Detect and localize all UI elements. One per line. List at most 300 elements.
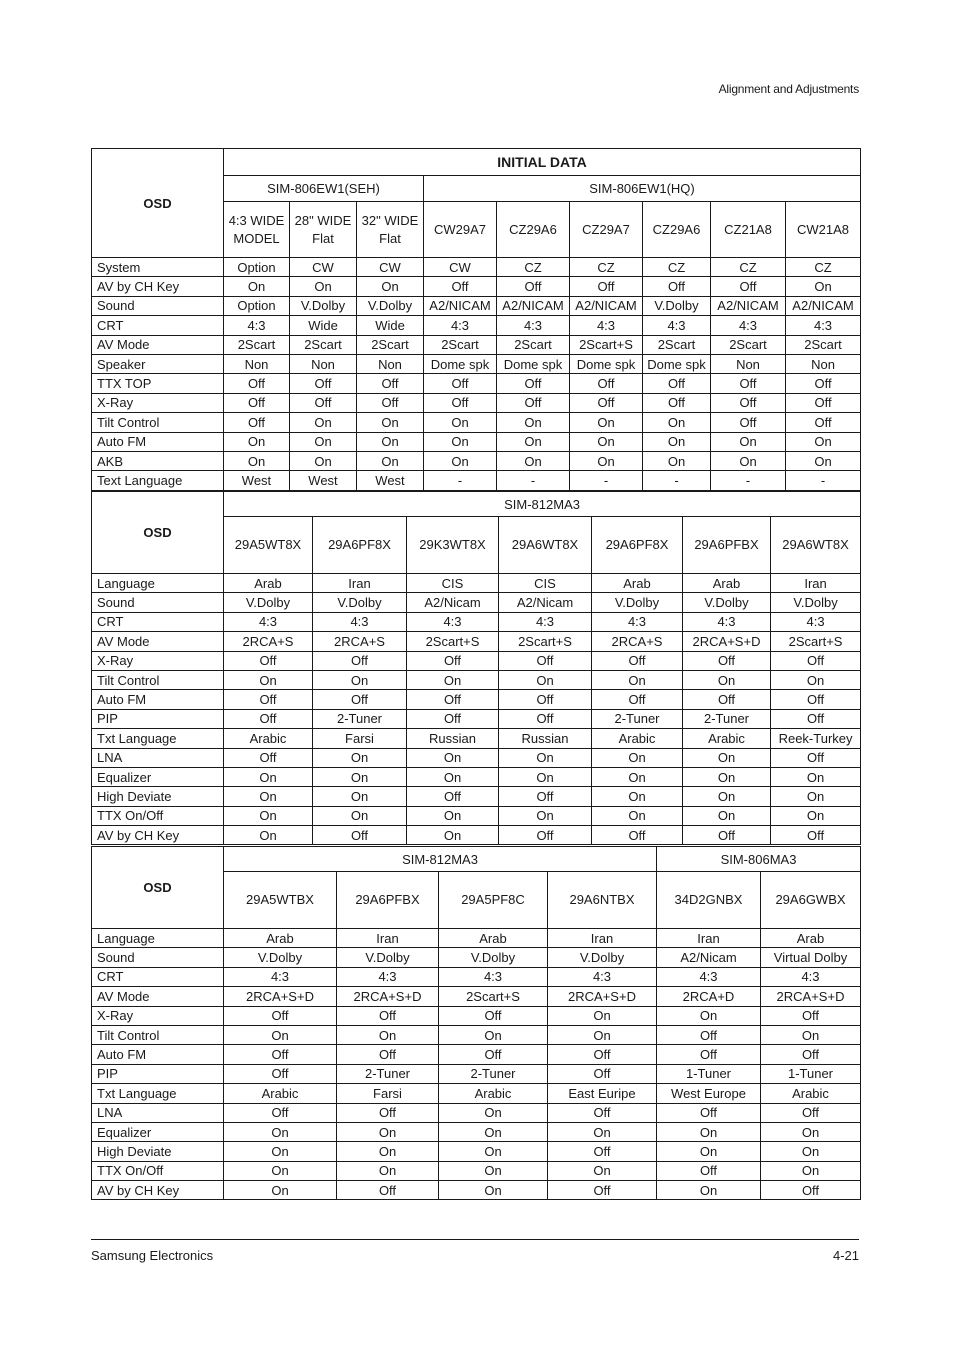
row-label: CRT: [92, 967, 224, 986]
table-cell: Dome spk: [497, 354, 570, 373]
table-cell: West: [290, 471, 357, 490]
table-cell: Off: [313, 690, 407, 709]
table-cell: Off: [424, 393, 497, 412]
initial-data-table-2: [91, 491, 861, 845]
table-cell: On: [683, 787, 771, 806]
model-header: 29A6GWBX: [761, 872, 861, 929]
table-cell: 2Scart: [643, 335, 711, 354]
chassis-group-header: SIM-812MA3: [224, 492, 861, 517]
table-cell: 2Scart: [786, 335, 861, 354]
table-cell: CW: [357, 258, 424, 277]
table-cell: Off: [711, 277, 786, 296]
table-cell: Iran: [771, 574, 861, 593]
table-cell: Non: [224, 354, 290, 373]
table-cell: Off: [711, 393, 786, 412]
table-cell: A2/NICAM: [786, 296, 861, 315]
table-cell: Arab: [439, 929, 548, 948]
table-cell: V.Dolby: [683, 593, 771, 612]
table-cell: Off: [592, 826, 683, 845]
table-cell: On: [657, 1122, 761, 1141]
table-row: [92, 451, 861, 470]
table-cell: Wide: [357, 316, 424, 335]
table-cell: On: [786, 277, 861, 296]
table-cell: Off: [337, 1006, 439, 1025]
row-label: X-Ray: [92, 1006, 224, 1025]
row-label: High Deviate: [92, 1142, 224, 1161]
table-cell: A2/NICAM: [570, 296, 643, 315]
table-cell: Off: [592, 690, 683, 709]
table-cell: Off: [771, 826, 861, 845]
table-cell: On: [761, 1122, 861, 1141]
model-header: 29A5WT8X: [224, 517, 313, 574]
table-cell: 4:3: [711, 316, 786, 335]
row-label: Auto FM: [92, 690, 224, 709]
table-cell: 2-Tuner: [683, 709, 771, 728]
table-cell: CW: [424, 258, 497, 277]
row-label: TTX On/Off: [92, 806, 224, 825]
table-cell: On: [357, 451, 424, 470]
table-cell: 2Scart: [224, 335, 290, 354]
table-cell: On: [439, 1122, 548, 1141]
table-cell: On: [337, 1142, 439, 1161]
table-cell: 2Scart: [711, 335, 786, 354]
table-cell: Iran: [657, 929, 761, 948]
table-cell: On: [439, 1025, 548, 1044]
model-header: 29A6PFBX: [337, 872, 439, 929]
table-cell: On: [424, 413, 497, 432]
table-cell: -: [711, 471, 786, 490]
table-cell: Arab: [224, 929, 337, 948]
table-cell: On: [683, 748, 771, 767]
table-row: [92, 612, 861, 631]
table-cell: Off: [711, 413, 786, 432]
table-cell: V.Dolby: [439, 948, 548, 967]
model-header: 28" WIDE Flat: [290, 202, 357, 258]
row-label: PIP: [92, 1064, 224, 1083]
row-label: AV by CH Key: [92, 1181, 224, 1200]
table-cell: 4:3: [592, 612, 683, 631]
table-cell: Iran: [337, 929, 439, 948]
model-header: 32" WIDE Flat: [357, 202, 424, 258]
table-row: [92, 929, 861, 948]
table-row: [92, 767, 861, 786]
table-cell: On: [439, 1161, 548, 1180]
initial-data-table-3: [91, 846, 861, 1200]
table-cell: 2-Tuner: [313, 709, 407, 728]
table-cell: Off: [570, 277, 643, 296]
table-cell: Off: [771, 690, 861, 709]
chassis-group-header: SIM-806EW1(HQ): [424, 176, 861, 202]
table-cell: On: [786, 432, 861, 451]
osd-header: OSD: [92, 149, 224, 258]
table-cell: -: [497, 471, 570, 490]
table-cell: On: [643, 451, 711, 470]
table-cell: A2/NICAM: [497, 296, 570, 315]
table-cell: On: [786, 451, 861, 470]
table-cell: 4:3: [224, 316, 290, 335]
table-cell: 2RCA+S: [224, 632, 313, 651]
table-cell: On: [357, 432, 424, 451]
table-cell: -: [643, 471, 711, 490]
table-row: [92, 967, 861, 986]
table-cell: Off: [570, 393, 643, 412]
model-header: 29A5WTBX: [224, 872, 337, 929]
table-cell: Iran: [313, 574, 407, 593]
table-cell: Off: [548, 1045, 657, 1064]
table-cell: Off: [337, 1181, 439, 1200]
table-cell: 4:3: [548, 967, 657, 986]
table-cell: 2RCA+S+D: [337, 987, 439, 1006]
row-label: Txt Language: [92, 729, 224, 748]
table-cell: Arab: [761, 929, 861, 948]
table-cell: Off: [711, 374, 786, 393]
table-cell: On: [337, 1161, 439, 1180]
table-cell: Off: [497, 277, 570, 296]
table-cell: Off: [771, 709, 861, 728]
table-cell: Off: [290, 374, 357, 393]
table-cell: On: [439, 1103, 548, 1122]
table-cell: Off: [548, 1142, 657, 1161]
row-label: Tilt Control: [92, 413, 224, 432]
table-row: [92, 593, 861, 612]
footer-company: Samsung Electronics: [91, 1248, 214, 1263]
table-cell: Virtual Dolby: [761, 948, 861, 967]
table-cell: 2-Tuner: [592, 709, 683, 728]
table-cell: Dome spk: [424, 354, 497, 373]
table-cell: Arabic: [224, 1084, 337, 1103]
table-cell: On: [224, 806, 313, 825]
table-cell: A2/NICAM: [424, 296, 497, 315]
initial-data-table-1: [91, 148, 861, 491]
table-cell: On: [592, 670, 683, 689]
table-cell: A2/Nicam: [407, 593, 499, 612]
table-row: [92, 354, 861, 373]
table-cell: Off: [313, 651, 407, 670]
table-cell: Wide: [290, 316, 357, 335]
model-header: 29A6PFBX: [683, 517, 771, 574]
table-cell: 2Scart+S: [407, 632, 499, 651]
table-cell: Off: [761, 1103, 861, 1122]
table-cell: CZ: [786, 258, 861, 277]
table-cell: Off: [439, 1006, 548, 1025]
table-cell: On: [711, 451, 786, 470]
section-header: Alignment and Adjustments: [718, 82, 859, 96]
table-cell: On: [407, 826, 499, 845]
table-cell: Russian: [407, 729, 499, 748]
table-2-body: [92, 492, 861, 845]
table-cell: On: [439, 1181, 548, 1200]
table-cell: On: [657, 1142, 761, 1161]
row-label: Auto FM: [92, 1045, 224, 1064]
table-cell: Off: [499, 690, 592, 709]
table-cell: Arabic: [592, 729, 683, 748]
table-cell: Off: [407, 787, 499, 806]
table-cell: Off: [337, 1045, 439, 1064]
table-cell: 4:3: [771, 612, 861, 631]
model-header: CZ29A6: [497, 202, 570, 258]
table-cell: On: [337, 1122, 439, 1141]
table-cell: On: [771, 670, 861, 689]
table-row: [92, 787, 861, 806]
table-cell: Dome spk: [570, 354, 643, 373]
table-cell: 2RCA+D: [657, 987, 761, 1006]
table-cell: V.Dolby: [592, 593, 683, 612]
table-cell: 2RCA+S: [592, 632, 683, 651]
table-cell: 2Scart: [424, 335, 497, 354]
table-cell: CIS: [407, 574, 499, 593]
row-label: LNA: [92, 748, 224, 767]
table-cell: Off: [497, 374, 570, 393]
table-cell: 2Scart: [290, 335, 357, 354]
table-cell: Off: [224, 413, 290, 432]
table-cell: Off: [657, 1045, 761, 1064]
table-cell: On: [357, 413, 424, 432]
table-cell: Off: [224, 1064, 337, 1083]
table-row: [92, 574, 861, 593]
table-cell: Non: [357, 354, 424, 373]
row-label: AKB: [92, 451, 224, 470]
table-cell: 1-Tuner: [657, 1064, 761, 1083]
table-cell: Off: [499, 709, 592, 728]
table-cell: On: [224, 787, 313, 806]
table-cell: -: [786, 471, 861, 490]
table-cell: 2Scart+S: [499, 632, 592, 651]
table-cell: Off: [786, 374, 861, 393]
table-row: [92, 651, 861, 670]
table-cell: On: [313, 748, 407, 767]
table-cell: On: [224, 451, 290, 470]
table-cell: On: [407, 767, 499, 786]
table-cell: Off: [499, 826, 592, 845]
table-row: [92, 1064, 861, 1083]
table-cell: Off: [771, 651, 861, 670]
row-label: AV Mode: [92, 335, 224, 354]
table-cell: Off: [497, 393, 570, 412]
table-cell: On: [407, 670, 499, 689]
table-cell: On: [313, 806, 407, 825]
table-cell: On: [224, 670, 313, 689]
table-cell: Off: [407, 709, 499, 728]
table-cell: Arab: [224, 574, 313, 593]
table-cell: On: [548, 1122, 657, 1141]
table-cell: On: [761, 1142, 861, 1161]
row-label: CRT: [92, 612, 224, 631]
table-cell: On: [499, 767, 592, 786]
row-label: Auto FM: [92, 432, 224, 451]
table-cell: 4:3: [224, 612, 313, 631]
table-cell: 2Scart: [497, 335, 570, 354]
row-label: Language: [92, 929, 224, 948]
table-cell: On: [313, 670, 407, 689]
model-header: 29A5PF8C: [439, 872, 548, 929]
table-row: [92, 335, 861, 354]
model-header: CW21A8: [786, 202, 861, 258]
table-cell: On: [407, 806, 499, 825]
table-cell: Off: [657, 1103, 761, 1122]
table-cell: On: [497, 451, 570, 470]
table-cell: On: [771, 787, 861, 806]
osd-header: OSD: [92, 847, 224, 929]
table-row: [92, 1103, 861, 1122]
table-cell: West: [357, 471, 424, 490]
table-cell: V.Dolby: [337, 948, 439, 967]
table-cell: -: [424, 471, 497, 490]
table-cell: 2Scart+S: [570, 335, 643, 354]
table-cell: Off: [224, 651, 313, 670]
table-cell: Off: [592, 651, 683, 670]
table-cell: Off: [357, 374, 424, 393]
table-cell: Off: [657, 1161, 761, 1180]
table-cell: V.Dolby: [313, 593, 407, 612]
table-cell: V.Dolby: [224, 948, 337, 967]
table-cell: Off: [407, 651, 499, 670]
table-row: [92, 729, 861, 748]
table-cell: On: [761, 1025, 861, 1044]
table-cell: On: [499, 748, 592, 767]
row-label: AV by CH Key: [92, 277, 224, 296]
initial-data-title: INITIAL DATA: [224, 149, 861, 176]
table-cell: On: [357, 277, 424, 296]
table-cell: CIS: [499, 574, 592, 593]
table-cell: On: [592, 787, 683, 806]
model-header: 29A6PF8X: [592, 517, 683, 574]
table-row: [92, 393, 861, 412]
table-cell: 2-Tuner: [337, 1064, 439, 1083]
table-cell: On: [290, 413, 357, 432]
row-label: X-Ray: [92, 393, 224, 412]
table-cell: On: [592, 748, 683, 767]
table-cell: 2RCA+S: [313, 632, 407, 651]
table-cell: Off: [499, 651, 592, 670]
table-1-body: [92, 149, 861, 491]
chassis-group-header: SIM-806EW1(SEH): [224, 176, 424, 202]
table-cell: Off: [424, 374, 497, 393]
table-cell: V.Dolby: [771, 593, 861, 612]
table-cell: On: [570, 413, 643, 432]
table-row: [92, 296, 861, 315]
table-cell: 4:3: [407, 612, 499, 631]
table-cell: V.Dolby: [290, 296, 357, 315]
row-label: AV Mode: [92, 632, 224, 651]
model-header: 29A6WT8X: [499, 517, 592, 574]
table-cell: On: [683, 806, 771, 825]
table-cell: On: [224, 826, 313, 845]
model-header: CZ29A7: [570, 202, 643, 258]
table-cell: Off: [657, 1025, 761, 1044]
table-cell: Off: [683, 826, 771, 845]
table-cell: Reek-Turkey: [771, 729, 861, 748]
row-label: System: [92, 258, 224, 277]
table-cell: On: [570, 432, 643, 451]
table-cell: On: [439, 1142, 548, 1161]
table-cell: 2RCA+S+D: [683, 632, 771, 651]
model-header: CW29A7: [424, 202, 497, 258]
table-cell: 2Scart: [357, 335, 424, 354]
table-cell: 2Scart+S: [771, 632, 861, 651]
table-cell: 4:3: [337, 967, 439, 986]
table-cell: West: [224, 471, 290, 490]
table-cell: 4:3: [570, 316, 643, 335]
table-cell: Off: [786, 413, 861, 432]
table-row: [92, 987, 861, 1006]
table-cell: Dome spk: [643, 354, 711, 373]
row-label: Speaker: [92, 354, 224, 373]
table-cell: On: [643, 413, 711, 432]
table-cell: On: [497, 432, 570, 451]
table-cell: CZ: [643, 258, 711, 277]
row-label: PIP: [92, 709, 224, 728]
table-cell: Off: [224, 393, 290, 412]
table-cell: On: [290, 432, 357, 451]
table-cell: On: [224, 277, 290, 296]
table-cell: East Euripe: [548, 1084, 657, 1103]
table-cell: A2/Nicam: [657, 948, 761, 967]
table-cell: Farsi: [313, 729, 407, 748]
table-cell: On: [643, 432, 711, 451]
table-cell: Off: [499, 787, 592, 806]
table-cell: On: [424, 451, 497, 470]
table-cell: Arabic: [761, 1084, 861, 1103]
table-cell: Non: [786, 354, 861, 373]
table-cell: Off: [224, 709, 313, 728]
osd-header: OSD: [92, 492, 224, 574]
table-cell: V.Dolby: [357, 296, 424, 315]
table-row: [92, 709, 861, 728]
model-header: 29A6PF8X: [313, 517, 407, 574]
model-header: 4:3 WIDE MODEL: [224, 202, 290, 258]
model-header: 29A6WT8X: [771, 517, 861, 574]
row-label: CRT: [92, 316, 224, 335]
table-cell: A2/NICAM: [711, 296, 786, 315]
table-cell: Off: [761, 1181, 861, 1200]
table-row: [92, 1161, 861, 1180]
table-cell: On: [657, 1006, 761, 1025]
table-cell: Option: [224, 296, 290, 315]
table-cell: On: [548, 1006, 657, 1025]
table-cell: On: [771, 767, 861, 786]
table-cell: On: [337, 1025, 439, 1044]
table-cell: On: [224, 1142, 337, 1161]
table-cell: 2-Tuner: [439, 1064, 548, 1083]
table-cell: Off: [683, 690, 771, 709]
table-cell: 1-Tuner: [761, 1064, 861, 1083]
model-header: 29A6NTBX: [548, 872, 657, 929]
table-cell: On: [592, 767, 683, 786]
model-header: CZ29A6: [643, 202, 711, 258]
table-cell: Arab: [592, 574, 683, 593]
table-cell: On: [761, 1161, 861, 1180]
table-row: [92, 826, 861, 845]
table-cell: Off: [357, 393, 424, 412]
table-cell: -: [570, 471, 643, 490]
table-cell: On: [497, 413, 570, 432]
table-row: [92, 806, 861, 825]
table-cell: Off: [407, 690, 499, 709]
model-header: CZ21A8: [711, 202, 786, 258]
table-cell: Arabic: [683, 729, 771, 748]
table-cell: CZ: [497, 258, 570, 277]
table-cell: 4:3: [786, 316, 861, 335]
table-cell: 4:3: [657, 967, 761, 986]
table-cell: CZ: [570, 258, 643, 277]
table-cell: Off: [224, 690, 313, 709]
row-label: AV Mode: [92, 987, 224, 1006]
table-row: [92, 1181, 861, 1200]
row-label: Tilt Control: [92, 670, 224, 689]
table-cell: On: [224, 1181, 337, 1200]
model-header: 29K3WT8X: [407, 517, 499, 574]
table-row: [92, 432, 861, 451]
